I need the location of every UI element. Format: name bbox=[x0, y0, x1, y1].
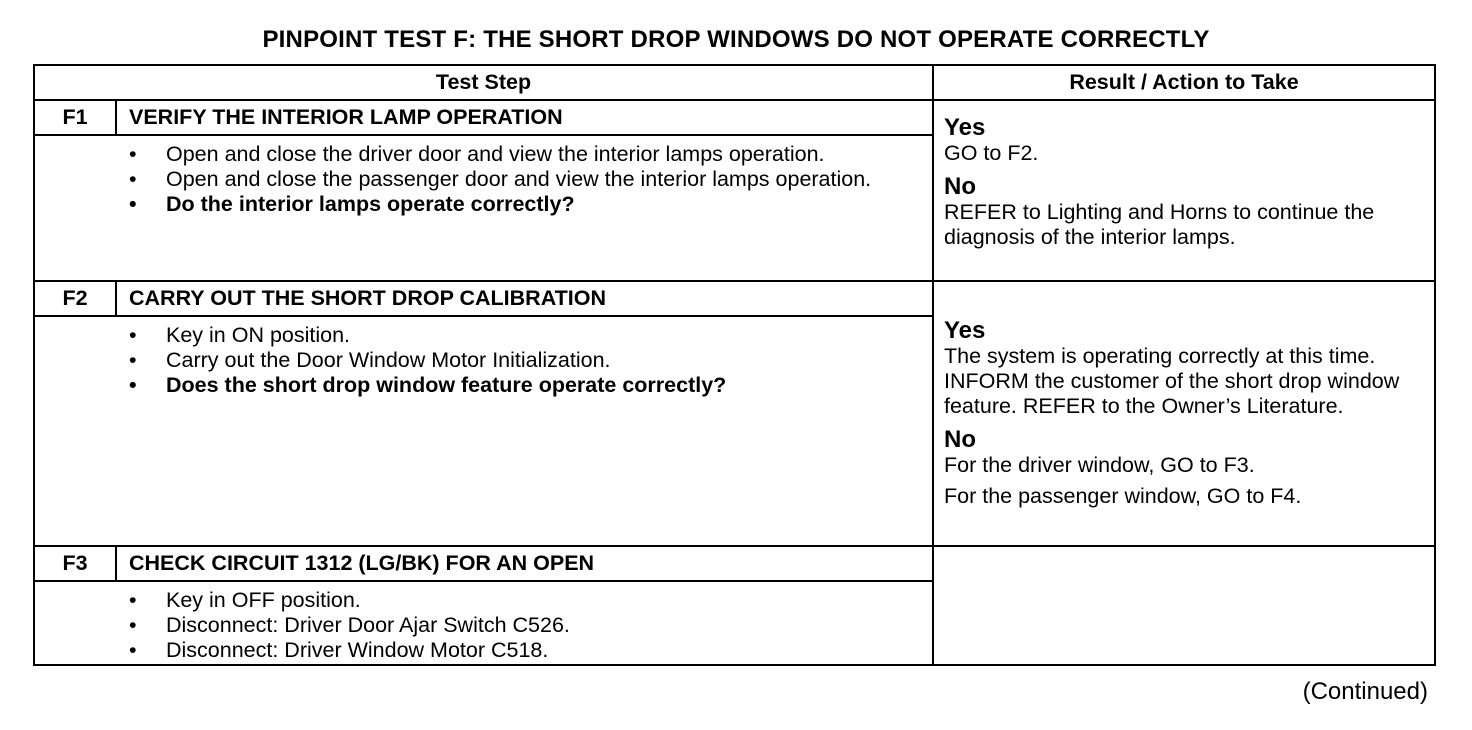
step-id: F2 bbox=[34, 281, 116, 316]
no-action: REFER to Lighting and Horns to continue the diagnosis of the interior lamps. bbox=[944, 200, 1375, 249]
question-item: • Do the interior lamps operate correctly? bbox=[35, 192, 932, 217]
step-f3-result bbox=[933, 546, 1435, 665]
list-item: • Key in OFF position. bbox=[35, 588, 932, 613]
page-title: PINPOINT TEST F: THE SHORT DROP WINDOWS DO NOT OPERATE CORRECTLY bbox=[262, 26, 1210, 53]
step-f1-body bbox=[34, 135, 933, 281]
list-item: • Disconnect: Driver Door Ajar Switch C526. bbox=[35, 613, 932, 638]
no-label: No bbox=[944, 426, 976, 453]
question-item: • Does the short drop window feature operate correctly? bbox=[35, 373, 932, 398]
step-f3-title-row bbox=[34, 546, 1435, 581]
result-header: Result / Action to Take bbox=[933, 65, 1435, 100]
step-f3-body bbox=[34, 581, 933, 665]
no-action-2: For the passenger window, GO to F4. bbox=[944, 484, 1302, 508]
step-title: CHECK CIRCUIT 1312 (LG/BK) FOR AN OPEN bbox=[116, 546, 933, 581]
step-id: F3 bbox=[34, 546, 116, 581]
step-f1-result bbox=[933, 100, 1435, 281]
list-item: • Open and close the driver door and view the interior lamps operation. bbox=[35, 142, 932, 167]
list-item: • Open and close the passenger door and view the interior lamps operation. bbox=[35, 167, 932, 192]
no-label: No bbox=[944, 173, 976, 200]
list-item: • Key in ON position. bbox=[35, 323, 932, 348]
header-row bbox=[34, 65, 1435, 100]
step-f2-body bbox=[34, 316, 933, 546]
step-id: F1 bbox=[34, 100, 116, 135]
yes-label: Yes bbox=[944, 317, 986, 344]
step-f3-list bbox=[35, 582, 932, 663]
step-f2-title-row bbox=[34, 281, 1435, 316]
pinpoint-test-table bbox=[33, 64, 1436, 666]
step-f1-title-row bbox=[34, 100, 1435, 135]
step-f2-list bbox=[35, 317, 932, 398]
list-item: • Carry out the Door Window Motor Initialization. bbox=[35, 348, 932, 373]
step-title: CARRY OUT THE SHORT DROP CALIBRATION bbox=[116, 281, 933, 316]
yes-label: Yes bbox=[944, 114, 986, 141]
list-item: • Disconnect: Driver Window Motor C518. bbox=[35, 638, 932, 663]
test-step-header: Test Step bbox=[34, 65, 933, 100]
yes-action: The system is operating correctly at this time. INFORM the customer of the short drop window feature. REFER to the Owner’s Literature. bbox=[944, 344, 1400, 418]
step-title: VERIFY THE INTERIOR LAMP OPERATION bbox=[116, 100, 933, 135]
continued-note: (Continued) bbox=[1302, 678, 1428, 705]
step-f1-list bbox=[35, 136, 932, 217]
no-action: For the driver window, GO to F3. bbox=[944, 453, 1255, 477]
yes-action: GO to F2. bbox=[944, 141, 1039, 165]
step-f2-result bbox=[933, 281, 1435, 546]
